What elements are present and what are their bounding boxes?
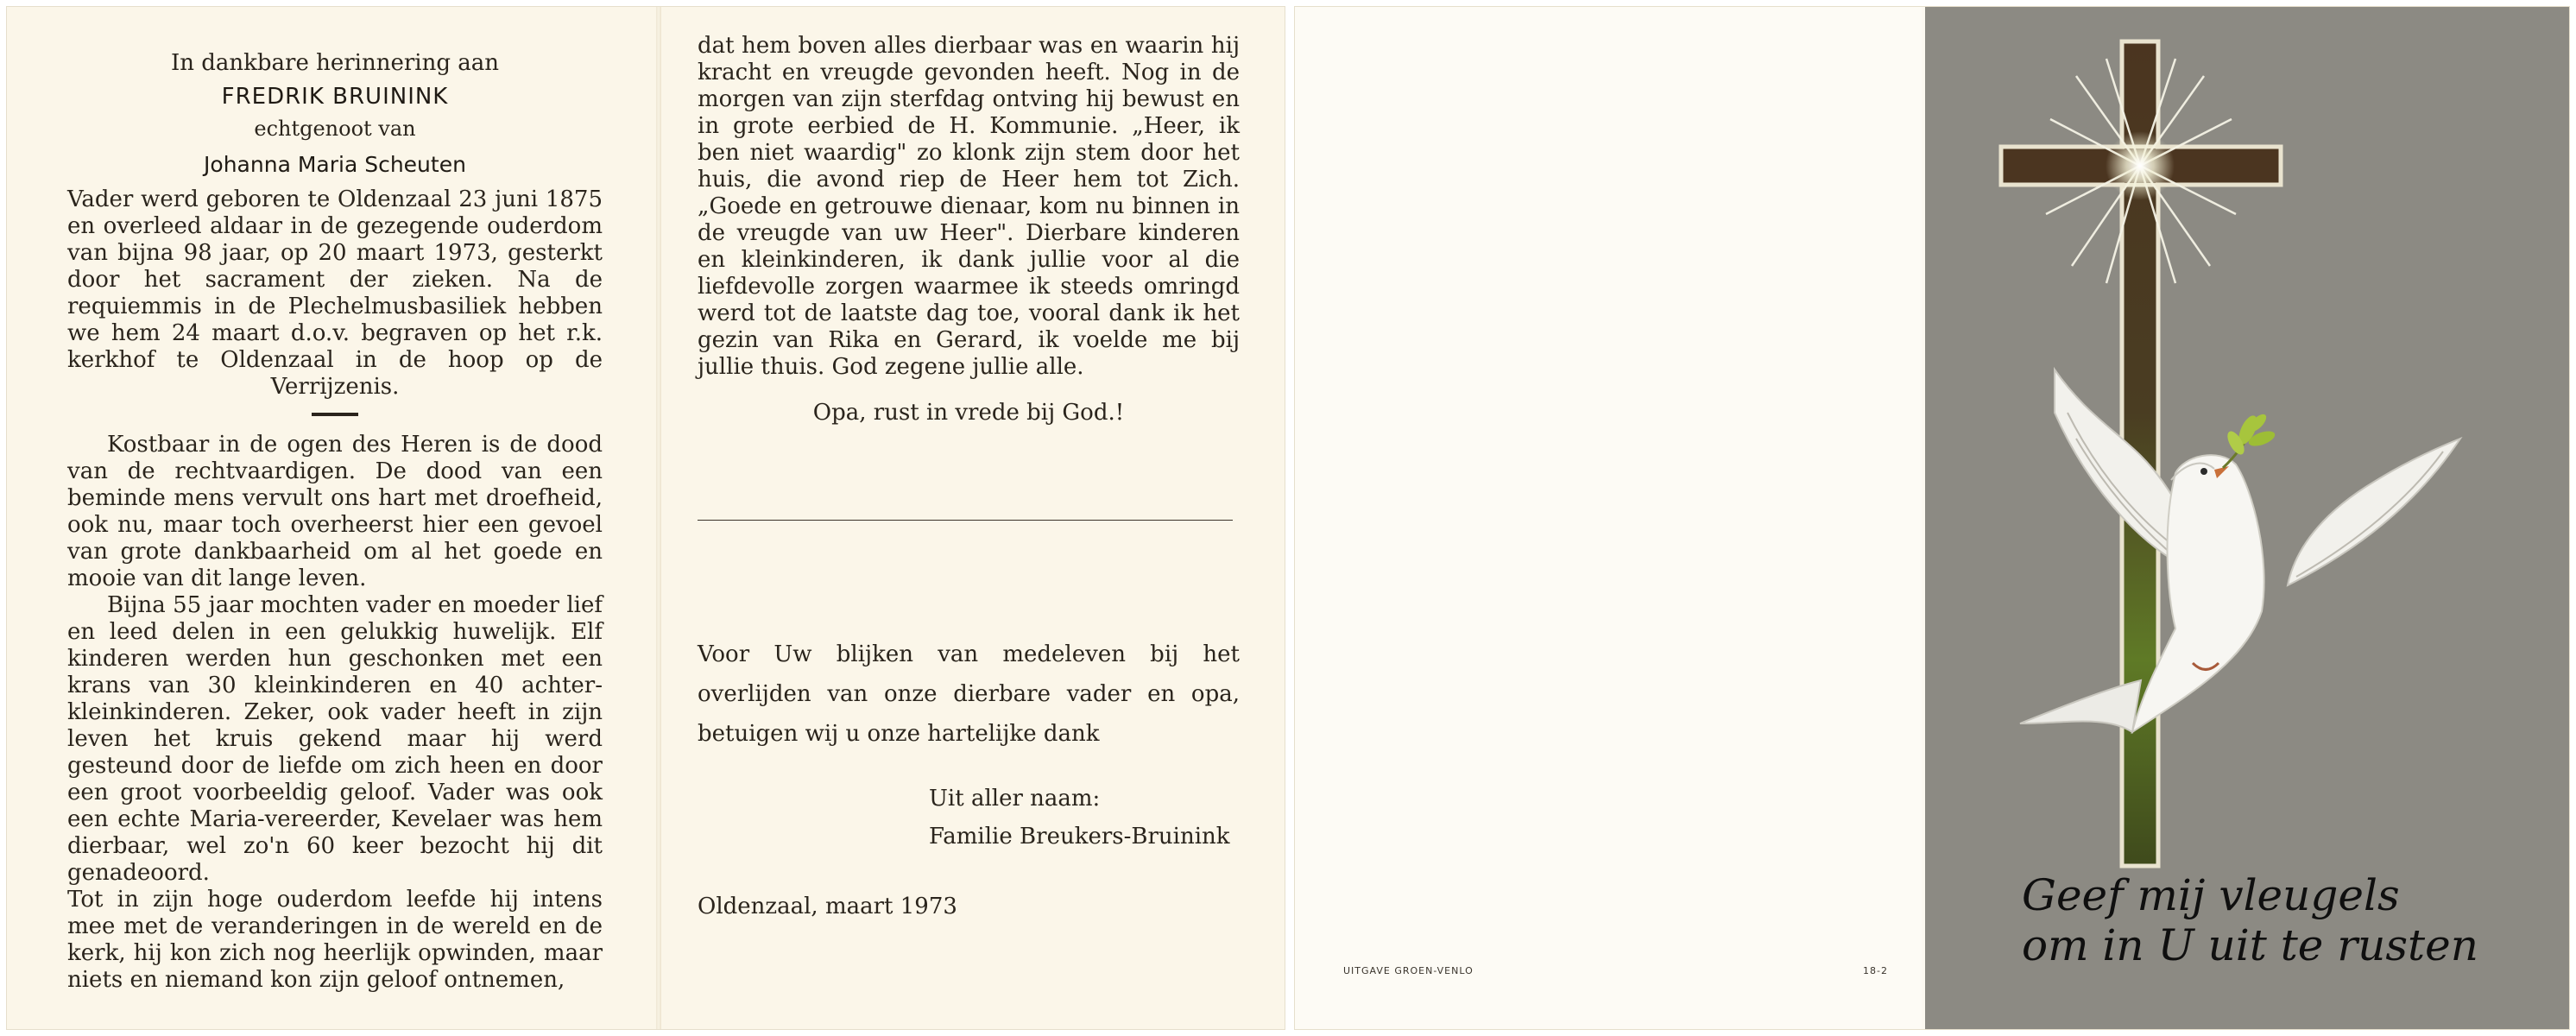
cover-artwork (1925, 7, 2569, 1029)
dove-icon (2020, 370, 2460, 732)
signature-family: Familie Breukers-Bruinink (929, 824, 1230, 850)
motto-text (2022, 870, 2540, 970)
biography: Vader werd geboren te Oldenzaal 23 juni 1875 en overleed aldaar in de gezegende ouderdom van bijna 98 jaar, op 20 maart 1973, gesterkt door het sacrament der zieken. Na de requiemmis in de Plechelmusbasiliek hebben we hem 24 maart d.o.v. begraven op het r.k. kerkhof te Oldenzaal in de hoop op de Verrijzenis. (67, 186, 603, 400)
right-column (698, 33, 1240, 920)
print-code: 18-2 (1863, 965, 1888, 976)
publisher-imprint: UITGAVE GROEN-VENLO (1343, 965, 1474, 976)
glow-icon (2106, 131, 2175, 200)
thanks-text: Voor Uw blijken van medeleven bij het overlijden van onze dierbare vader en opa, betuigen wij u onze hartelijke dank (698, 641, 1240, 747)
motto-line-2: om in U uit te rusten (2022, 920, 2478, 970)
olive-branch-icon (2223, 412, 2276, 468)
memorial-card-inside (7, 7, 1285, 1029)
card-fold (656, 7, 661, 1029)
signature-intro: Uit aller naam: (929, 786, 1101, 812)
memorial-card-outside (1295, 7, 2569, 1029)
left-column (67, 50, 603, 994)
intro-line: In dankbare herinnering aan (170, 50, 500, 76)
separator-line (698, 520, 1233, 521)
spouse-name: Johanna Maria Scheuten (204, 152, 466, 177)
place-date: Oldenzaal, maart 1973 (698, 894, 957, 919)
divider-rule (312, 413, 358, 416)
paragraph-4: dat hem boven alles dierbaar was en waarin hij kracht en vreugde gevonden heeft. Nog in de morgen van zijn sterfdag ontving hij bewust en in grote eerbied de H. Kommunie. „Heer, ik ben niet waardig" zo klonk zijn stem door het huis, die avond riep de Heer hem tot Zich. „Goede en getrouwe dienaar, kom nu binnen in de vreugde van uw Heer". Dierbare kinderen en kleinkinderen, ik dank jullie voor al die liefdevolle zorgen waarmee ik steeds omringd werd tot de laatste dag toe, vooral dank ik het gezin van Rika en Gerard, ik voelde me bij jullie thuis. God zegene jullie alle. (698, 33, 1240, 380)
deceased-name: FREDRIK BRUININK (221, 84, 449, 110)
farewell-line: Opa, rust in vrede bij God.! (812, 400, 1125, 426)
motto-line-1: Geef mij vleugels (2022, 870, 2400, 920)
back-panel (1295, 7, 1922, 1029)
paragraph-2: Bijna 55 jaar mochten vader en moeder lief en leed delen in een gelukkig huwelijk. Elf kinderen werden hun geschonken met een krans van 30 kleinkinderen en 40 achter-kleinkinderen. Zeker, ook vader heeft in zijn leven het kruis gekend maar hij werd gesteund door de liefde om zich heen en door een groot voorbeeldig geloof. Vader was ook een echte Maria-vereerder, Kevelaer was hem dierbaar, wel zo'n 60 keer bezocht hij dit genadeoord. (67, 592, 603, 886)
paragraph-3: Tot in zijn hoge ouderdom leefde hij intens mee met de veranderingen in de wereld en de kerk, hij kon zich nog heerlijk opwinden, maar niets en niemand kon zijn geloof ontnemen, (67, 887, 603, 993)
relation-line: echtgenoot van (254, 117, 416, 141)
signature-block (929, 780, 1240, 856)
paragraph-1: Kostbaar in de ogen des Heren is de dood van de rechtvaardigen. De dood van een beminde mens vervult ons hart met droefheid, ook nu, maar toch overheerst hier een gevoel van grote dankbaarheid om al het goede en mooie van dit lange leven. (67, 432, 603, 591)
